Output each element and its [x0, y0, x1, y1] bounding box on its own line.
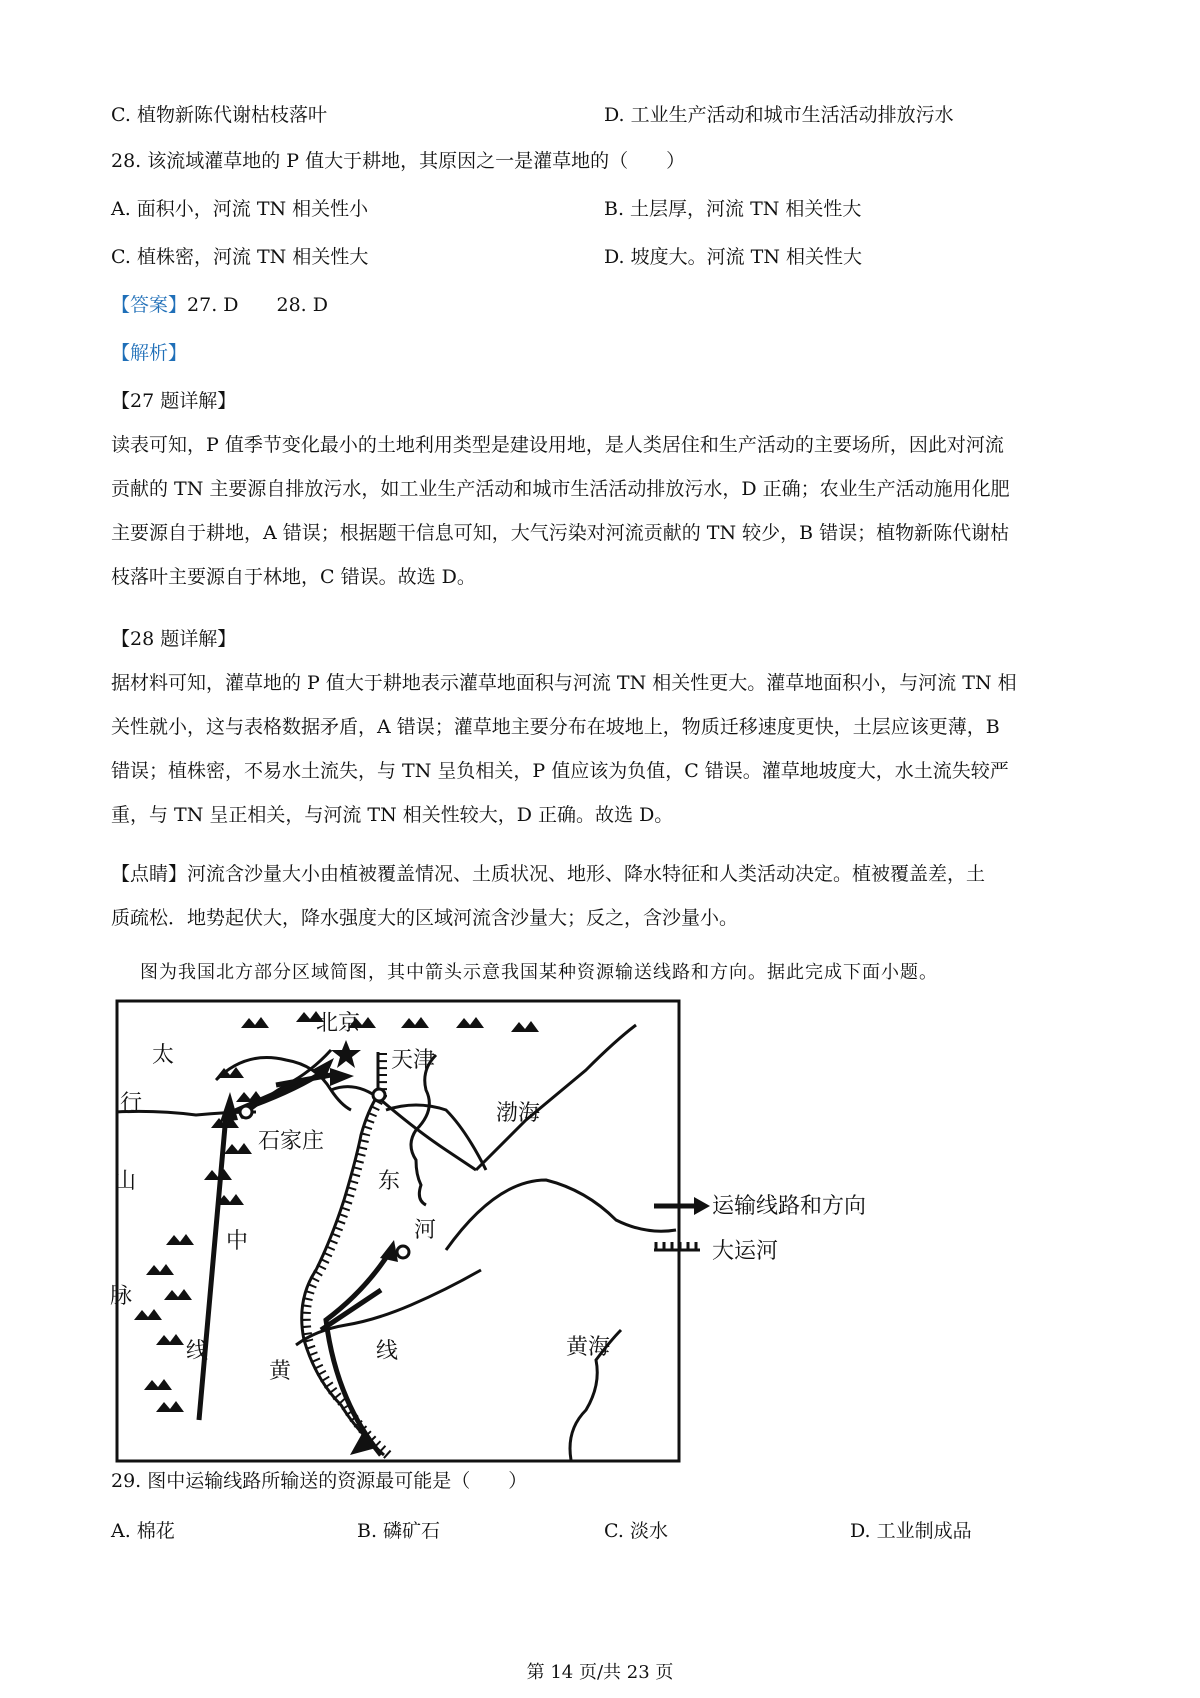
- q28-option-d: D. 坡度大。河流 TN 相关性大: [604, 246, 863, 268]
- legend-route-label: 运输线路和方向: [712, 1194, 867, 1219]
- q29-stem: 29. 图中运输线路所输送的资源最可能是（ ）: [111, 1470, 528, 1492]
- label-dongxian-3: 线: [376, 1339, 399, 1364]
- q28-option-c: C. 植株密，河流 TN 相关性大: [111, 246, 369, 268]
- q28-detail-line: 重，与 TN 呈正相关，与河流 TN 相关性较大，D 正确。故选 D。: [111, 804, 674, 826]
- map-legend: [654, 1194, 866, 1264]
- dongxian-dot-icon: [397, 1246, 409, 1258]
- answer-tag: 【答案】: [111, 294, 188, 316]
- label-taihang-1: 太: [152, 1043, 175, 1068]
- tip-line-2: 质疏松．地势起伏大，降水强度大的区域河流含沙量大；反之，含沙量小。: [111, 907, 739, 929]
- label-dongxian-2: 河: [414, 1218, 437, 1243]
- q27-detail-line: 枝落叶主要源自于林地，C 错误。故选 D。: [111, 566, 476, 588]
- q27-detail-line: 贡献的 TN 主要源自排放污水，如工业生产活动和城市生活活动排放污水，D 正确；农业生产活动施用化肥: [111, 478, 1010, 500]
- q29-option-d: D. 工业制成品: [850, 1520, 972, 1542]
- q27-detail-line: 主要源自于耕地，A 错误；根据题干信息可知，大气污染对河流贡献的 TN 较少，B 错误；植物新陈代谢枯: [111, 522, 1010, 544]
- q27-option-d: D. 工业生产活动和城市生活活动排放污水: [604, 104, 954, 126]
- q28-option-a: A. 面积小，河流 TN 相关性小: [111, 198, 369, 220]
- label-taihang-4: 脉: [110, 1284, 133, 1309]
- q29-option-b: B. 磷矿石: [357, 1520, 441, 1542]
- q28-detail-line: 关性就小，这与表格数据矛盾，A 错误；灌草地主要分布在坡地上，物质迁移速度更快，土层应该更薄，B: [111, 716, 1000, 738]
- q29-option-c: C. 淡水: [604, 1520, 668, 1542]
- answer-text: 27. D 28. D: [187, 294, 328, 316]
- q28-detail-line: 据材料可知，灌草地的 P 值大于耕地表示灌草地面积与河流 TN 相关性更大。灌草地面积小，与河流 TN 相: [111, 672, 1017, 694]
- page-footer: 第 14 页/共 23 页: [526, 1662, 674, 1683]
- label-zhongxian-1: 中: [226, 1229, 249, 1254]
- q28-option-b: B. 土层厚，河流 TN 相关性大: [604, 198, 862, 220]
- q27-option-c: C. 植物新陈代谢枯枝落叶: [111, 104, 327, 126]
- map-intro: 图为我国北方部分区域简图，其中箭头示意我国某种资源输送线路和方向。据此完成下面小题。: [140, 962, 938, 983]
- tip-tag: 【点睛】: [111, 863, 188, 885]
- analysis-tag: 【解析】: [111, 342, 188, 364]
- shijiazhuang-dot-icon: [240, 1106, 252, 1118]
- q29-option-a: A. 棉花: [111, 1520, 175, 1542]
- label-huang: 黄: [269, 1359, 292, 1384]
- label-shijiazhuang: 石家庄: [258, 1129, 325, 1154]
- legend-canal-label: 大运河: [712, 1239, 779, 1264]
- label-tianjin: 天津: [391, 1048, 436, 1073]
- q28-stem: 28. 该流域灌草地的 P 值大于耕地，其原因之一是灌草地的（ ）: [111, 150, 686, 172]
- tip-block: [111, 852, 1101, 940]
- q27-detail-line: 读表可知，P 值季节变化最小的土地利用类型是建设用地，是人类居住和生产活动的主要场所，因此对河流: [111, 434, 1004, 456]
- answer-line: [111, 292, 328, 318]
- tip-line-1: 河流含沙量大小由植被覆盖情况、土质状况、地形、降水特征和人类活动决定。植被覆盖差，土: [187, 863, 986, 885]
- label-taihang-2: 行: [120, 1091, 143, 1116]
- q27-detail-heading: 【27 题详解】: [111, 390, 237, 412]
- tianjin-dot-icon: [373, 1089, 385, 1101]
- q28-detail-heading: 【28 题详解】: [111, 628, 237, 650]
- q28-detail-body: [111, 661, 1101, 837]
- label-zhongxian-2: 线: [186, 1339, 209, 1364]
- label-dongxian-1: 东: [378, 1169, 401, 1194]
- label-taihang-3: 山: [114, 1169, 137, 1194]
- q28-detail-line: 错误；植株密，不易水土流失，与 TN 呈负相关，P 值应该为负值，C 错误。灌草地坡度大，水土流失较严: [111, 760, 1009, 782]
- label-bohai: 渤海: [496, 1101, 541, 1126]
- label-huanghai: 黄海: [566, 1335, 611, 1360]
- q27-detail-body: [111, 423, 1101, 599]
- label-beijing: 北京: [316, 1011, 361, 1036]
- north-china-map: [110, 1000, 1006, 1470]
